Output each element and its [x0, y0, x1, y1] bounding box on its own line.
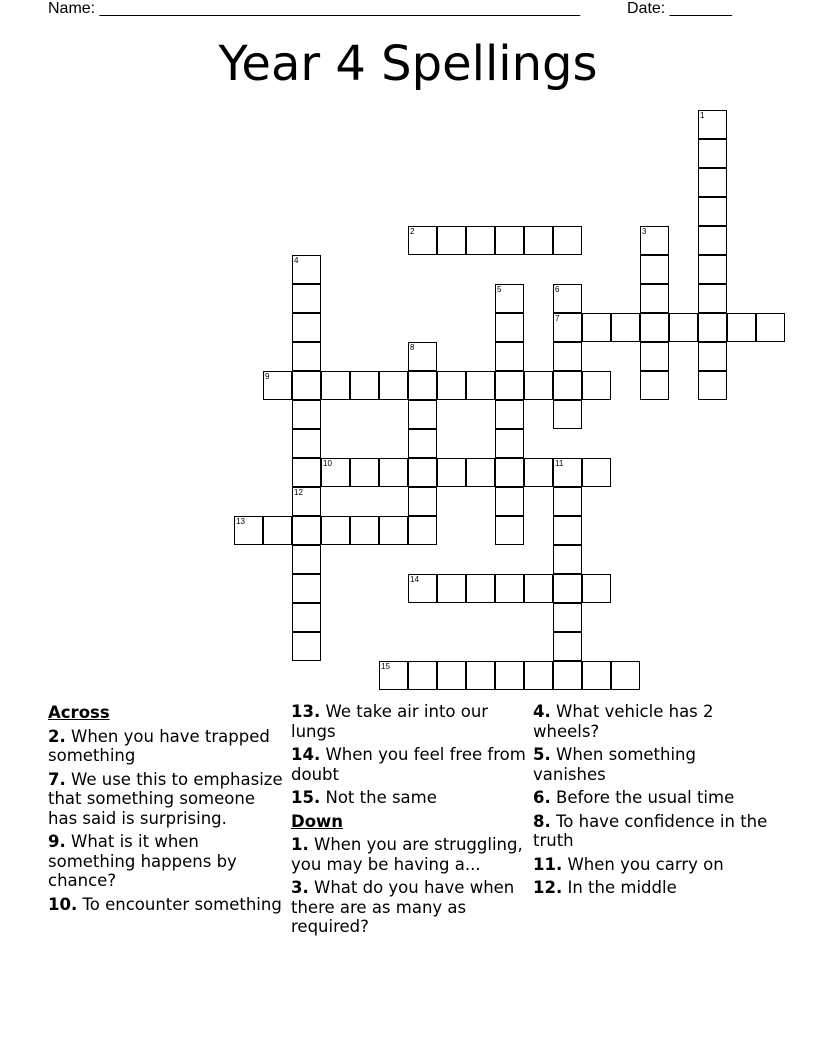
clue-column-1 [48, 702, 283, 918]
name-field-label: Name: ______________________________________________________ [48, 0, 581, 17]
crossword-cell[interactable] [698, 313, 727, 342]
crossword-cell[interactable] [495, 429, 524, 458]
crossword-cell[interactable] [292, 516, 321, 545]
clue-number: 2. [48, 726, 66, 746]
crossword-cell[interactable] [495, 458, 524, 487]
clue-number: 1. [291, 835, 309, 854]
crossword-cell[interactable] [408, 458, 437, 487]
clue-text: When you feel free from doubt [291, 745, 526, 784]
crossword-cell[interactable] [669, 313, 698, 342]
crossword-cell[interactable] [698, 139, 727, 168]
crossword-cell[interactable] [292, 603, 321, 632]
crossword-cell[interactable] [698, 255, 727, 284]
crossword-cell[interactable] [582, 661, 611, 690]
crossword-cell[interactable] [263, 371, 292, 400]
crossword-cell[interactable] [553, 603, 582, 632]
down-clue-12 [533, 878, 768, 898]
cell-number: 8 [410, 343, 415, 352]
clue-text: When something vanishes [533, 745, 696, 784]
crossword-cell[interactable] [466, 226, 495, 255]
cell-number: 4 [294, 256, 299, 265]
crossword-cell[interactable] [292, 429, 321, 458]
crossword-cell[interactable] [698, 371, 727, 400]
clue-text: To encounter something [82, 894, 282, 914]
crossword-cell[interactable] [553, 313, 582, 342]
crossword-cell[interactable] [292, 371, 321, 400]
clue-number: 4. [533, 702, 551, 721]
crossword-cell[interactable] [495, 400, 524, 429]
crossword-cell[interactable] [408, 400, 437, 429]
clue-text: What is it when something happens by chance? [48, 832, 237, 890]
clue-text: In the middle [567, 878, 677, 897]
crossword-cell[interactable] [379, 371, 408, 400]
down-clue-5 [533, 745, 768, 784]
crossword-cell[interactable] [437, 371, 466, 400]
crossword-cell[interactable] [524, 371, 553, 400]
crossword-cell[interactable] [408, 487, 437, 516]
clue-text: We use this to emphasize that something someone has said is surprising. [48, 769, 283, 828]
clue-number: 9. [48, 832, 66, 851]
crossword-cell[interactable] [466, 371, 495, 400]
crossword-cell[interactable] [640, 255, 669, 284]
cell-number: 12 [294, 488, 303, 497]
crossword-cell[interactable] [524, 458, 553, 487]
crossword-cell[interactable] [582, 313, 611, 342]
crossword-cell[interactable] [495, 284, 524, 313]
clue-column-3 [533, 702, 768, 902]
cell-number: 3 [642, 227, 647, 236]
crossword-cell[interactable] [292, 487, 321, 516]
crossword-cell[interactable] [495, 226, 524, 255]
crossword-cell[interactable] [292, 545, 321, 574]
clue-text: We take air into our lungs [291, 702, 489, 741]
cell-number: 2 [410, 227, 415, 236]
crossword-cell[interactable] [379, 661, 408, 690]
crossword-cell[interactable] [553, 661, 582, 690]
crossword-cell[interactable] [437, 458, 466, 487]
across-clue-15 [291, 788, 526, 808]
crossword-cell[interactable] [437, 226, 466, 255]
crossword-cell[interactable] [553, 342, 582, 371]
crossword-cell[interactable] [408, 516, 437, 545]
down-clue-4 [533, 702, 768, 741]
crossword-cell[interactable] [698, 342, 727, 371]
crossword-cell[interactable] [553, 371, 582, 400]
clue-text: Not the same [325, 788, 437, 807]
crossword-cell[interactable] [698, 226, 727, 255]
crossword-cell[interactable] [321, 371, 350, 400]
cell-number: 15 [381, 662, 390, 671]
clue-number: 3. [291, 878, 309, 897]
crossword-cell[interactable] [292, 313, 321, 342]
date-field-label: Date: _______ [627, 0, 732, 17]
crossword-cell[interactable] [321, 458, 350, 487]
clue-text: To have confidence in the truth [533, 811, 768, 850]
clue-column-2 [291, 702, 526, 941]
crossword-cell[interactable] [640, 284, 669, 313]
crossword-cell[interactable] [350, 458, 379, 487]
crossword-cell[interactable] [553, 458, 582, 487]
crossword-cell[interactable] [437, 574, 466, 603]
crossword-cell[interactable] [698, 197, 727, 226]
clue-number: 5. [533, 745, 551, 764]
crossword-cell[interactable] [727, 313, 756, 342]
clue-text: When you are struggling, you may be having a... [291, 835, 523, 874]
crossword-cell[interactable] [350, 371, 379, 400]
crossword-cell[interactable] [234, 516, 263, 545]
crossword-cell[interactable] [582, 574, 611, 603]
crossword-cell[interactable] [495, 371, 524, 400]
crossword-cell[interactable] [524, 226, 553, 255]
crossword-cell[interactable] [524, 574, 553, 603]
crossword-cell[interactable] [611, 661, 640, 690]
across-clue-7 [48, 770, 283, 829]
crossword-cell[interactable] [756, 313, 785, 342]
crossword-cell[interactable] [408, 342, 437, 371]
crossword-cell[interactable] [553, 487, 582, 516]
crossword-cell[interactable] [495, 661, 524, 690]
clue-number: 15. [291, 788, 321, 807]
crossword-cell[interactable] [553, 632, 582, 661]
across-clue-14 [291, 745, 526, 784]
clue-text: What vehicle has 2 wheels? [533, 702, 714, 741]
crossword-cell[interactable] [437, 661, 466, 690]
crossword-cell[interactable] [495, 487, 524, 516]
clue-text: When you have trapped something [48, 726, 270, 765]
crossword-cell[interactable] [640, 226, 669, 255]
crossword-cell[interactable] [698, 284, 727, 313]
crossword-cell[interactable] [263, 516, 292, 545]
crossword-cell[interactable] [640, 371, 669, 400]
cell-number: 6 [555, 285, 560, 294]
cell-number: 13 [236, 517, 245, 526]
crossword-cell[interactable] [524, 661, 553, 690]
clue-number: 8. [533, 811, 551, 831]
crossword-cell[interactable] [553, 400, 582, 429]
clue-text: Before the usual time [556, 788, 735, 807]
cell-number: 9 [265, 372, 270, 381]
across-clue-10 [48, 895, 283, 915]
down-heading: Down [291, 811, 344, 831]
cell-number: 11 [555, 459, 564, 468]
crossword-cell[interactable] [379, 458, 408, 487]
clue-number: 7. [48, 769, 66, 789]
crossword-cell[interactable] [292, 342, 321, 371]
clue-number: 14. [291, 745, 321, 764]
down-clue-8 [533, 812, 768, 851]
crossword-cell[interactable] [408, 429, 437, 458]
cell-number: 7 [555, 314, 560, 323]
clue-number: 12. [533, 878, 563, 897]
crossword-cell[interactable] [553, 226, 582, 255]
crossword-cell[interactable] [292, 284, 321, 313]
crossword-cell[interactable] [495, 313, 524, 342]
crossword-cell[interactable] [553, 545, 582, 574]
crossword-cell[interactable] [292, 458, 321, 487]
across-clue-2 [48, 727, 283, 766]
clue-number: 6. [533, 788, 551, 807]
down-clue-6 [533, 788, 768, 808]
crossword-cell[interactable] [321, 516, 350, 545]
crossword-cell[interactable] [466, 458, 495, 487]
crossword-cell[interactable] [495, 516, 524, 545]
crossword-cell[interactable] [466, 574, 495, 603]
crossword-cell[interactable] [350, 516, 379, 545]
down-clue-3 [291, 878, 526, 937]
crossword-cell[interactable] [553, 574, 582, 603]
crossword-cell[interactable] [611, 313, 640, 342]
crossword-cell[interactable] [553, 516, 582, 545]
crossword-cell[interactable] [292, 255, 321, 284]
crossword-cell[interactable] [495, 342, 524, 371]
cell-number: 14 [410, 575, 419, 584]
across-clue-9 [48, 832, 283, 891]
crossword-cell[interactable] [292, 632, 321, 661]
clue-text: When you carry on [567, 854, 724, 874]
crossword-cell[interactable] [466, 661, 495, 690]
crossword-cell[interactable] [408, 661, 437, 690]
crossword-cell[interactable] [495, 574, 524, 603]
crossword-cell[interactable] [582, 458, 611, 487]
across-heading: Across [48, 703, 110, 722]
across-clue-13 [291, 702, 526, 741]
down-clue-1 [291, 835, 526, 874]
crossword-cell[interactable] [408, 371, 437, 400]
clue-number: 10. [48, 894, 78, 914]
down-clue-11 [533, 855, 768, 875]
crossword-cell[interactable] [698, 168, 727, 197]
page-title: Year 4 Spellings [218, 36, 598, 92]
crossword-cell[interactable] [408, 226, 437, 255]
cell-number: 10 [323, 459, 332, 468]
cell-number: 1 [700, 111, 705, 120]
clue-text: What do you have when there are as many as required? [291, 878, 515, 936]
crossword-cell[interactable] [379, 516, 408, 545]
clue-number: 13. [291, 702, 321, 721]
crossword-cell[interactable] [698, 110, 727, 139]
crossword-cell[interactable] [582, 371, 611, 400]
cell-number: 5 [497, 285, 502, 294]
crossword-cell[interactable] [640, 313, 669, 342]
crossword-cell[interactable] [553, 284, 582, 313]
clue-number: 11. [533, 854, 563, 874]
crossword-cell[interactable] [292, 400, 321, 429]
crossword-cell[interactable] [408, 574, 437, 603]
crossword-cell[interactable] [640, 342, 669, 371]
crossword-cell[interactable] [292, 574, 321, 603]
